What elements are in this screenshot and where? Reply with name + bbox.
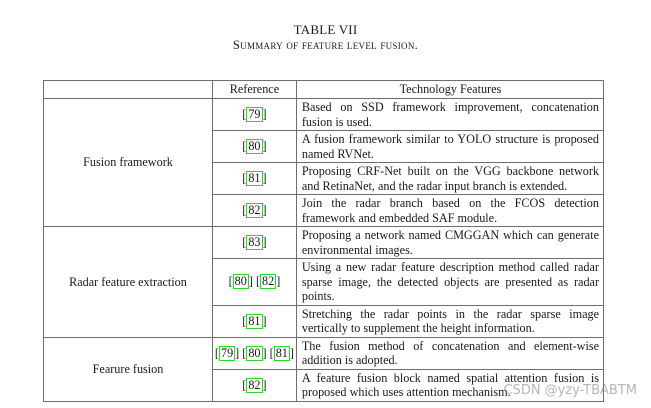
feature-cell (296, 131, 603, 163)
table-row (44, 99, 604, 131)
reference-cell (213, 227, 297, 259)
citation-number[interactable]: 82 (248, 377, 261, 392)
category-cell: Radar feature extraction (44, 227, 213, 338)
feature-text: The fusion method of concatenation and element-wise addition is adopted. (301, 338, 599, 367)
reference-cell (213, 369, 297, 401)
citation-number[interactable]: 80 (234, 274, 247, 289)
feature-cell (296, 195, 603, 227)
reference-cell (213, 305, 297, 337)
reference-cell (213, 131, 297, 163)
citation-link[interactable]: [ 80 ] (242, 345, 267, 360)
feature-cell (296, 305, 603, 337)
reference-cell (213, 259, 297, 306)
feature-cell (296, 163, 603, 195)
feature-cell (296, 337, 603, 369)
feature-cell (296, 259, 603, 306)
reference-cell (213, 163, 297, 195)
reference-cell (213, 337, 297, 369)
citation-number[interactable]: 79 (248, 107, 261, 121)
citation-link[interactable]: [ 82 ] (255, 274, 281, 289)
citation-number[interactable]: 82 (248, 203, 261, 217)
watermark: CSDN @yzy-TBABTM (503, 383, 637, 398)
feature-cell (296, 227, 603, 259)
header-row (44, 81, 604, 99)
table-row (44, 227, 604, 259)
feature-text: Stretching the radar points in the radar sparse image vertically to supplement the height information. (301, 306, 599, 335)
citation-link[interactable]: [ 80 ] (242, 139, 267, 153)
feature-text: Using a new radar feature description method called radar sparse image, the detected objects are presented as radar points. (301, 260, 599, 303)
citation-number[interactable]: 80 (248, 139, 261, 153)
header-category (44, 81, 213, 99)
header-reference: Reference (213, 81, 297, 99)
citation-number[interactable]: 82 (262, 274, 275, 289)
citation-link[interactable]: [ 80 ] (228, 274, 253, 289)
feature-cell (296, 99, 603, 131)
citation-link[interactable]: [ 81 ] (242, 171, 267, 185)
citation-link[interactable]: [ 79 ] (214, 345, 240, 360)
citation-link[interactable]: [ 81 ] (242, 313, 267, 328)
citation-number[interactable]: 79 (220, 345, 234, 360)
reference-cell (213, 99, 297, 131)
citation-link[interactable]: [ 83 ] (242, 235, 267, 249)
header-technology-features: Technology Features (296, 81, 603, 99)
feature-text: A fusion framework similar to YOLO structure is proposed named RVNet. (301, 132, 599, 161)
citation-number[interactable]: 81 (248, 313, 261, 328)
feature-text: Proposing CRF-Net built on the VGG backbone network and RetinaNet, and the radar input branch is extended. (301, 164, 599, 193)
feature-text: A feature fusion block named spatial attention fusion is proposed which uses attention mechanism. (301, 370, 599, 399)
citation-link[interactable]: [ 82 ] (242, 377, 267, 392)
table-caption: Summary of feature level fusion. (232, 38, 419, 52)
feature-text: Based on SSD framework improvement, concatenation fusion is used. (301, 100, 599, 129)
table-row (44, 337, 604, 369)
citation-number[interactable]: 80 (248, 345, 261, 360)
reference-cell (213, 195, 297, 227)
feature-fusion-table (43, 80, 604, 402)
category-cell: Fusion framework (44, 99, 213, 227)
citation-link[interactable]: [ 79 ] (242, 107, 267, 121)
citation-number[interactable]: 83 (248, 235, 261, 249)
citation-number[interactable]: 81 (248, 171, 261, 185)
citation-number[interactable]: 81 (275, 345, 288, 360)
feature-text: Proposing a network named CMGGAN which can generate environmental images. (301, 228, 599, 257)
feature-text: Join the radar branch based on the FCOS detection framework and embedded SAF module. (301, 196, 599, 225)
category-cell: Fearure fusion (44, 337, 213, 401)
table-number: TABLE VII (293, 22, 358, 37)
citation-link[interactable]: [ 82 ] (242, 203, 267, 217)
citation-link[interactable]: [ 81 ] (269, 345, 294, 360)
